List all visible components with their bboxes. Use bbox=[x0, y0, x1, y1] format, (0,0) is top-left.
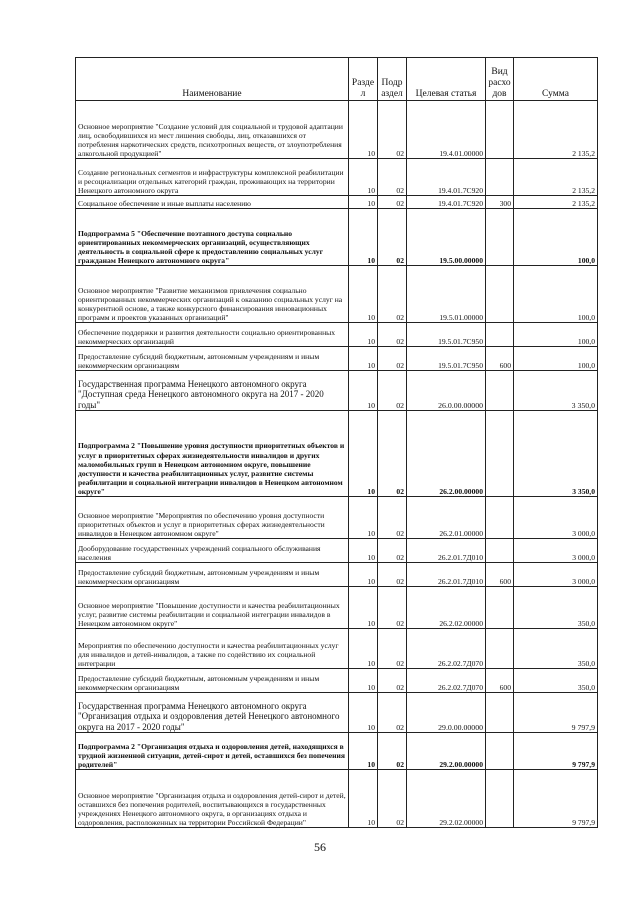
row-name: Предоставление субсидий бюджетным, автономным учреждениям и иным некоммерческим организациям bbox=[76, 347, 349, 371]
header-celevaya: Целевая статья bbox=[407, 58, 486, 101]
row-summa: 2 135,2 bbox=[514, 159, 598, 196]
row-summa: 9 797,9 bbox=[514, 693, 598, 733]
row-vid: 600 bbox=[486, 347, 514, 371]
row-name: Дооборудование государственных учреждений социального обслуживания населения bbox=[76, 539, 349, 563]
row-razdel: 10 bbox=[349, 347, 378, 371]
row-celevaya: 26.0.00.00000 bbox=[407, 371, 486, 411]
row-vid bbox=[486, 411, 514, 497]
row-razdel: 10 bbox=[349, 323, 378, 347]
table-row bbox=[76, 693, 598, 733]
row-celevaya: 29.2.02.00000 bbox=[407, 770, 486, 828]
table-row bbox=[76, 669, 598, 693]
row-razdel: 10 bbox=[349, 371, 378, 411]
row-razdel: 10 bbox=[349, 196, 378, 209]
row-razdel: 10 bbox=[349, 101, 378, 159]
header-podrazdel: Подр аздел bbox=[378, 58, 407, 101]
row-vid bbox=[486, 693, 514, 733]
row-name: Подпрограмма 2 "Повышение уровня доступности приоритетных объектов и услуг в приоритетных сферах жизнедеятельности инвалидов и других маломобильных групп в Ненецком автономном округе, повышение доступности и качества реабилитационных услуг, развитие системы реабилитации и социальной интеграции инвалидов в Ненецком автономном округе" bbox=[76, 411, 349, 497]
row-summa: 100,0 bbox=[514, 347, 598, 371]
table-header-row bbox=[76, 58, 598, 101]
row-razdel: 10 bbox=[349, 733, 378, 770]
row-podrazdel: 02 bbox=[378, 539, 407, 563]
table-row bbox=[76, 563, 598, 587]
row-razdel: 10 bbox=[349, 770, 378, 828]
table-row bbox=[76, 209, 598, 266]
row-name: Основное мероприятие "Развитие механизмов привлечения социально ориентированных некоммерческих организаций к оказанию социальных услуг на конкурентной основе, а также конкурсного финансирования инновационных программ и проектов указанных организаций" bbox=[76, 266, 349, 323]
row-celevaya: 26.2.02.7Д070 bbox=[407, 629, 486, 669]
row-podrazdel: 02 bbox=[378, 411, 407, 497]
row-name: Подпрограмма 2 "Организация отдыха и оздоровления детей, находящихся в трудной жизненной ситуации, детей-сирот и детей, оставшихся без попечения родителей" bbox=[76, 733, 349, 770]
row-vid bbox=[486, 323, 514, 347]
row-podrazdel: 02 bbox=[378, 209, 407, 266]
row-razdel: 10 bbox=[349, 266, 378, 323]
row-name: Государственная программа Ненецкого автономного округа "Доступная среда Ненецкого автономного округа на 2017 - 2020 годы" bbox=[76, 371, 349, 411]
row-vid bbox=[486, 159, 514, 196]
row-celevaya: 26.2.02.7Д070 bbox=[407, 669, 486, 693]
row-celevaya: 19.5.01.7С950 bbox=[407, 347, 486, 371]
table-row bbox=[76, 196, 598, 209]
row-name: Основное мероприятие "Создание условий для социальной и трудовой адаптации лиц, освободившихся из мест лишения свободы, лиц, отказавшихся от потребления наркотических средств, психотропных веществ, от злоупотребления алкогольной продукцией" bbox=[76, 101, 349, 159]
row-vid bbox=[486, 629, 514, 669]
row-podrazdel: 02 bbox=[378, 497, 407, 539]
row-summa: 3 000,0 bbox=[514, 497, 598, 539]
header-name: Наименование bbox=[76, 58, 349, 101]
header-vid: Вид расхо дов bbox=[486, 58, 514, 101]
table-row bbox=[76, 497, 598, 539]
row-summa: 350,0 bbox=[514, 669, 598, 693]
row-celevaya: 26.2.01.7Д010 bbox=[407, 539, 486, 563]
row-summa: 3 000,0 bbox=[514, 563, 598, 587]
row-summa: 100,0 bbox=[514, 323, 598, 347]
row-vid bbox=[486, 770, 514, 828]
row-vid bbox=[486, 266, 514, 323]
row-celevaya: 19.4.01.7С920 bbox=[407, 159, 486, 196]
row-vid bbox=[486, 587, 514, 629]
row-razdel: 10 bbox=[349, 587, 378, 629]
row-celevaya: 19.5.01.00000 bbox=[407, 266, 486, 323]
table-row bbox=[76, 587, 598, 629]
budget-sheet bbox=[75, 57, 597, 828]
row-podrazdel: 02 bbox=[378, 669, 407, 693]
row-vid bbox=[486, 733, 514, 770]
row-summa: 2 135,2 bbox=[514, 101, 598, 159]
table-row bbox=[76, 411, 598, 497]
row-name: Создание региональных сегментов и инфраструктуры комплексной реабилитации и ресоциализации отдельных категорий граждан, проживающих на территории Ненецкого автономного округа bbox=[76, 159, 349, 196]
row-podrazdel: 02 bbox=[378, 733, 407, 770]
table-row bbox=[76, 266, 598, 323]
row-vid: 600 bbox=[486, 669, 514, 693]
row-vid: 600 bbox=[486, 563, 514, 587]
row-celevaya: 19.5.01.7С950 bbox=[407, 323, 486, 347]
row-podrazdel: 02 bbox=[378, 587, 407, 629]
table-row bbox=[76, 371, 598, 411]
row-name: Мероприятия по обеспечению доступности и качества реабилитационных услуг для инвалидов и детей-инвалидов, а также по содействию их социальной интеграции bbox=[76, 629, 349, 669]
row-name: Обеспечение поддержки и развития деятельности социально ориентированных некоммерческих организаций bbox=[76, 323, 349, 347]
row-summa: 100,0 bbox=[514, 266, 598, 323]
row-celevaya: 19.5.00.00000 bbox=[407, 209, 486, 266]
table-row bbox=[76, 539, 598, 563]
row-vid bbox=[486, 539, 514, 563]
row-podrazdel: 02 bbox=[378, 629, 407, 669]
row-celevaya: 26.2.00.00000 bbox=[407, 411, 486, 497]
row-celevaya: 29.0.00.00000 bbox=[407, 693, 486, 733]
table-row bbox=[76, 629, 598, 669]
row-podrazdel: 02 bbox=[378, 196, 407, 209]
row-razdel: 10 bbox=[349, 209, 378, 266]
row-summa: 3 000,0 bbox=[514, 539, 598, 563]
page-number: 56 bbox=[314, 840, 326, 854]
header-razdel: Разде л bbox=[349, 58, 378, 101]
row-name: Предоставление субсидий бюджетным, автономным учреждениям и иным некоммерческим организациям bbox=[76, 563, 349, 587]
row-summa: 2 135,2 bbox=[514, 196, 598, 209]
row-razdel: 10 bbox=[349, 563, 378, 587]
table-row bbox=[76, 159, 598, 196]
row-razdel: 10 bbox=[349, 497, 378, 539]
row-celevaya: 26.2.01.7Д010 bbox=[407, 563, 486, 587]
row-podrazdel: 02 bbox=[378, 563, 407, 587]
table-row bbox=[76, 323, 598, 347]
row-vid bbox=[486, 371, 514, 411]
row-podrazdel: 02 bbox=[378, 266, 407, 323]
row-podrazdel: 02 bbox=[378, 371, 407, 411]
row-podrazdel: 02 bbox=[378, 159, 407, 196]
row-summa: 3 350,0 bbox=[514, 411, 598, 497]
row-name: Основное мероприятие "Мероприятия по обеспечению уровня доступности приоритетных объектов и услуг в приоритетных сферах жизнедеятельности инвалидов в Ненецком автономном округе" bbox=[76, 497, 349, 539]
row-podrazdel: 02 bbox=[378, 693, 407, 733]
row-razdel: 10 bbox=[349, 669, 378, 693]
row-summa: 9 797,9 bbox=[514, 770, 598, 828]
row-razdel: 10 bbox=[349, 159, 378, 196]
row-podrazdel: 02 bbox=[378, 770, 407, 828]
row-razdel: 10 bbox=[349, 539, 378, 563]
row-celevaya: 26.2.02.00000 bbox=[407, 587, 486, 629]
table-row bbox=[76, 770, 598, 828]
row-podrazdel: 02 bbox=[378, 323, 407, 347]
table-row bbox=[76, 733, 598, 770]
row-name: Основное мероприятие "Организация отдыха и оздоровления детей-сирот и детей, оставшихся без попечения родителей, воспитывающихся в государственных учреждениях Ненецкого автономного округа, в организациях отдыха и оздоровления, расположенных на территории Российской Федерации" bbox=[76, 770, 349, 828]
row-razdel: 10 bbox=[349, 693, 378, 733]
row-podrazdel: 02 bbox=[378, 101, 407, 159]
header-summa: Сумма bbox=[514, 58, 598, 101]
row-name: Основное мероприятие "Повышение доступности и качества реабилитационных услуг, развитие системы реабилитации и социальной интеграции инвалидов в Ненецком автономном округе" bbox=[76, 587, 349, 629]
row-celevaya: 19.4.01.00000 bbox=[407, 101, 486, 159]
table-row bbox=[76, 101, 598, 159]
row-razdel: 10 bbox=[349, 629, 378, 669]
row-vid bbox=[486, 101, 514, 159]
row-summa: 3 350,0 bbox=[514, 371, 598, 411]
row-name: Государственная программа Ненецкого автономного округа "Организация отдыха и оздоровления детей Ненецкого автономного округа на 2017 - 2020 годы" bbox=[76, 693, 349, 733]
row-razdel: 10 bbox=[349, 411, 378, 497]
row-celevaya: 29.2.00.00000 bbox=[407, 733, 486, 770]
row-summa: 9 797,9 bbox=[514, 733, 598, 770]
row-name: Предоставление субсидий бюджетным, автономным учреждениям и иным некоммерческим организациям bbox=[76, 669, 349, 693]
row-vid: 300 bbox=[486, 196, 514, 209]
row-celevaya: 26.2.01.00000 bbox=[407, 497, 486, 539]
budget-table bbox=[75, 57, 598, 828]
row-celevaya: 19.4.01.7С920 bbox=[407, 196, 486, 209]
row-summa: 100,0 bbox=[514, 209, 598, 266]
row-summa: 350,0 bbox=[514, 629, 598, 669]
row-vid bbox=[486, 209, 514, 266]
row-podrazdel: 02 bbox=[378, 347, 407, 371]
row-name: Социальное обеспечение и иные выплаты населению bbox=[76, 196, 349, 209]
row-summa: 350,0 bbox=[514, 587, 598, 629]
row-name: Подпрограмма 5 "Обеспечение поэтапного доступа социально ориентированных некоммерческих организаций, осуществляющих деятельность в социальной сфере к предоставлению социальных услуг гражданам Ненецкого автономного округа" bbox=[76, 209, 349, 266]
table-row bbox=[76, 347, 598, 371]
row-vid bbox=[486, 497, 514, 539]
